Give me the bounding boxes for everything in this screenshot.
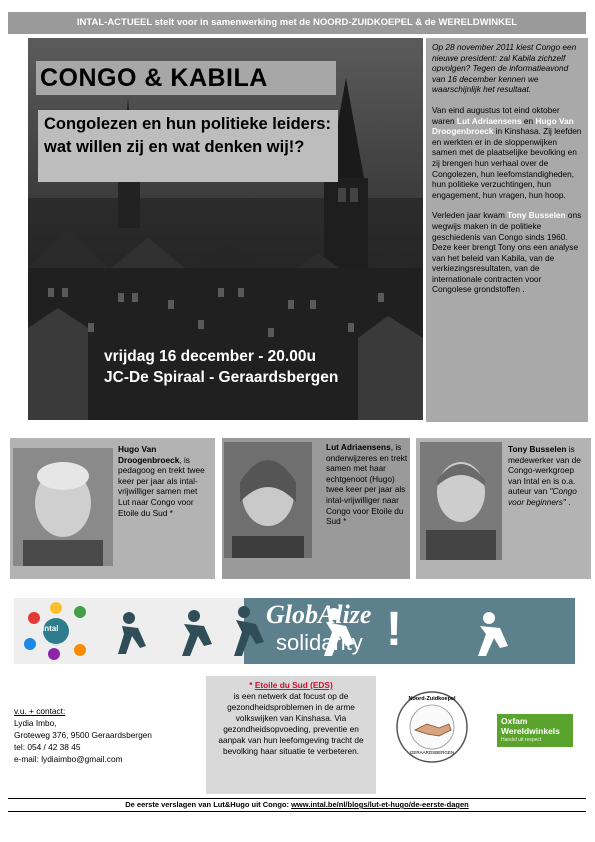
intro-paragraph-3 <box>432 210 582 295</box>
event-subtitle: Congolezen en hun politieke leiders: wat willen zij en wat denken wij!? <box>38 110 338 182</box>
name-hugo: Hugo Van Droogenbroeck <box>432 115 574 137</box>
globalize-solidarity-banner <box>14 598 575 664</box>
intro-text: in Kinshasa. Zij leefden en werkten er in de sloppenwijken samen met de plaatselijke bevolking en zij brengen hun verhaal over de Congolezen, hun leefomstandigheden, hun politieke verzuchtingen, hun engagement, hun vragen, hun hoop. <box>432 126 582 200</box>
contact-tel: tel: 054 / 42 38 45 <box>14 742 81 752</box>
globalize-text: GlobAlize <box>266 600 372 629</box>
exclamation-mark: ! <box>386 603 402 656</box>
tony-bio <box>508 444 588 508</box>
tony-bio-tail: . <box>565 496 571 507</box>
hugo-bio-text: , is pedagoog en trekt twee keer per jaar als intal-vrijwilliger samen met Lut naar Congo voor Etoile du Sud * <box>118 454 205 518</box>
name-tony: Tony Busselen <box>507 210 566 221</box>
tony-book: "Congo voor beginners" <box>508 486 577 507</box>
footer-label: De eerste verslagen van Lut&Hugo uit Congo: <box>125 800 292 809</box>
tony-photo <box>420 442 502 560</box>
footer <box>8 798 586 812</box>
intro-text: Van eind augustus tot eind oktober waren <box>432 104 560 126</box>
oxfam-wereldwinkels-logo <box>497 714 573 747</box>
oxfam-wereldwinkels: Wereldwinkels <box>501 726 560 736</box>
event-location: JC-De Spiraal - Geraardsbergen <box>104 369 339 386</box>
contact-header: v.u. + contact: <box>14 706 66 716</box>
intro-column <box>426 38 588 422</box>
oxfam-name: Oxfam <box>501 716 528 726</box>
contact-email[interactable]: e-mail: lydiaimbo@gmail.com <box>14 754 123 764</box>
tony-name: Tony Busselen <box>508 444 567 454</box>
top-banner: INTAL-ACTUEEL stelt voor in samenwerking met de NOORD-ZUIDKOEPEL & de WERELDWINKEL <box>8 12 586 34</box>
contact-name: Lydia Imbo, <box>14 718 57 728</box>
footer-blog-link[interactable]: www.intal.be/nl/blogs/lut-et-hugo/de-eerste-dagen <box>291 800 469 809</box>
event-date: vrijdag 16 december - 20.00u <box>104 348 316 365</box>
hugo-photo <box>13 448 113 566</box>
hugo-name: Hugo Van Droogenbroeck <box>118 444 180 465</box>
tony-bio-text: is medewerker van de Congo-werkgroep van Intal en is o.a. auteur van <box>508 444 581 497</box>
eds-text: is een netwerk dat focust op de gezondheidsproblemen in de arme volkswijken van Kinshasa. Via gezondheidsopvoeding, preventie en aanpak van hun leefomgeving tracht de bevolking haar situatie te verbeteren. <box>218 691 364 756</box>
eds-star: * <box>249 680 255 690</box>
lut-bio <box>326 442 408 527</box>
contact-block <box>14 705 204 765</box>
name-lut: Lut Adriaensens <box>456 115 522 126</box>
intro-paragraph-1: Op 28 november 2011 kiest Congo een nieuwe president: zal Kabila zichzelf opvolgen? Tegen de informatieavond van 16 december kennen we waarschijnlijk het resultaat. <box>432 42 577 95</box>
logo-bottom-text: GERAARDSBERGEN <box>409 750 455 755</box>
hugo-bio <box>118 444 210 518</box>
event-date-location <box>104 346 423 388</box>
lut-photo <box>224 442 312 558</box>
eds-info-box <box>206 676 376 794</box>
oxfam-tagline: Handel uit respect <box>501 737 542 743</box>
eds-link[interactable]: Etoile du Sud (EDS) <box>254 680 333 690</box>
hero-poster <box>28 38 423 420</box>
noord-zuidkoepel-logo <box>395 690 469 764</box>
profile-lut <box>222 438 410 579</box>
intro-text: Verleden jaar kwam <box>432 210 508 221</box>
intro-text: ons wegwijs maken in de politieke geschiedenis van Congo sinds 1960. Deze keer brengt Tony ons een analyse van het beleid van Kabila, van de verkiezingsresultaten, van de internationale contracten voor Congolese grondstoffen . <box>432 210 582 295</box>
event-title: CONGO & KABILA <box>36 61 336 95</box>
intal-logo: intal <box>42 624 59 633</box>
solidarity-text: solidarity <box>276 630 363 655</box>
intro-paragraph-2 <box>432 105 582 200</box>
intro-text: en <box>521 115 536 126</box>
contact-address: Groteweg 376, 9500 Geraardsbergen <box>14 730 152 740</box>
lut-bio-text: , is onderwijzeres en trekt samen met haar echtgenoot (Hugo) twee keer per jaar als intal-vrijwilliger naar Congo voor Etoile du Sud * <box>326 442 408 527</box>
profile-tony <box>416 438 591 579</box>
profile-hugo <box>10 438 215 579</box>
lut-name: Lut Adriaensens <box>326 442 391 452</box>
logo-top-text: Noord-Zuidkoepel <box>408 696 456 702</box>
